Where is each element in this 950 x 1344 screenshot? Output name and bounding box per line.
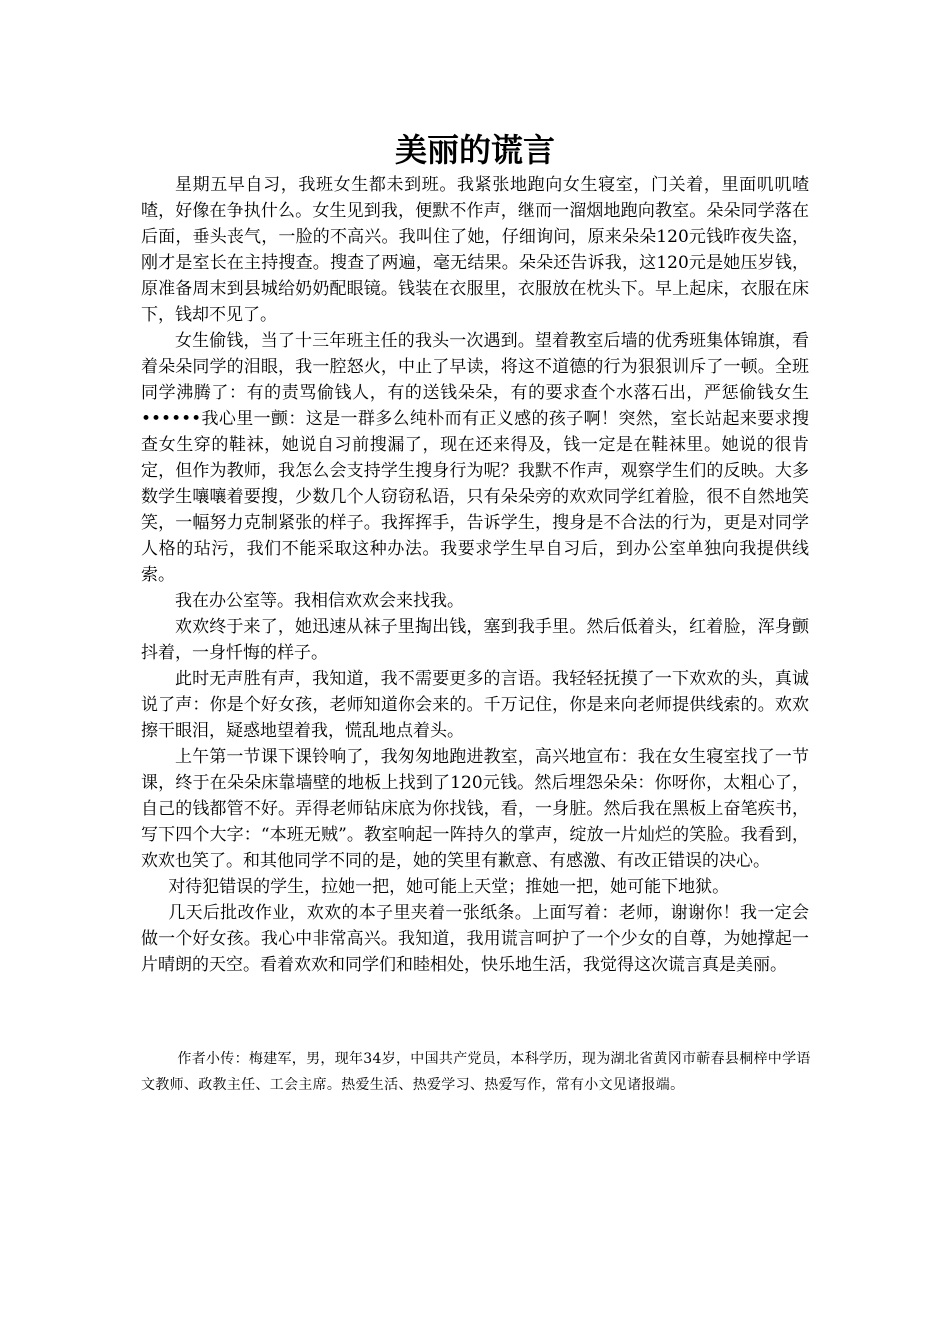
- paragraph-5: 此时无声胜有声，我知道，我不需要更多的言语。我轻轻抚摸了一下欢欢的头，真诚说了声：你是个好女孩，老师知道你会来的。千万记住，你是来向老师提供线索的。欢欢擦干眼泪，疑惑地望着我，慌乱地点着头。: [141, 669, 809, 741]
- paragraph-2: 女生偷钱，当了十三年班主任的我头一次遇到。望着教室后墙的优秀班集体锦旗，看着朵朵同学的泪眼，我一腔怒火，中止了早读，将这不道德的行为狠狠训斥了一顿。全班同学沸腾了：有的责骂偷钱人，有的送钱朵朵，有的要求查个水落石出，严惩偷钱女生••••••我心里一颤：这是一群多么纯朴而有正义感的孩子啊！突然，室长站起来要求搜查女生穿的鞋袜，她说自习前搜漏了，现在还来得及，钱一定是在鞋袜里。她说的很肯定，但作为教师，我怎么会支持学生搜身行为呢？我默不作声，观察学生们的反映。大多数学生嚷嚷着要搜，少数几个人窃窃私语，只有朵朵旁的欢欢同学红着脸，很不自然地笑笑，一幅努力克制紧张的样子。我挥挥手，告诉学生，搜身是不合法的行为，更是对同学人格的玷污，我们不能采取这种办法。我要求学生早自习后，到办公室单独向我提供线索。: [141, 331, 809, 585]
- paragraph-7: 对待犯错误的学生，拉她一把，她可能上天堂；推她一把，她可能下地狱。: [168, 877, 730, 897]
- paragraph-8: 几天后批改作业，欢欢的本子里夹着一张纸条。上面写着：老师，谢谢你！我一定会做一个好女孩。我心中非常高兴。我知道，我用谎言呵护了一个少女的自尊，为她撑起一片晴朗的天空。看着欢欢和同学们和睦相处，快乐地生活，我觉得这次谎言真是美丽。: [141, 903, 809, 975]
- paragraph-6: 上午第一节课下课铃响了，我匆匆地跑进教室，高兴地宣布：我在女生寝室找了一节课，终于在朵朵床靠墙壁的地板上找到了120元钱。然后埋怨朵朵：你呀你，太粗心了，自己的钱都管不好。弄得老师钻床底为你找钱，看，一身脏。然后我在黑板上奋笔疾书，写下四个大字：“本班无贼”。教室响起一阵持久的掌声，绽放一片灿烂的笑脸。我看到，欢欢也笑了。和其他同学不同的是，她的笑里有歉意、有感激、有改正错误的决心。: [141, 747, 809, 871]
- author-bio-section: [141, 1046, 821, 1098]
- paragraph-4: 欢欢终于来了，她迅速从袜子里掏出钱，塞到我手里。然后低着头，红着脸，浑身颤抖着，一身忏悔的样子。: [141, 617, 809, 663]
- document-title: 美丽的谎言: [394, 131, 555, 169]
- paragraph-1: 星期五早自习，我班女生都未到班。我紧张地跑向女生寝室，门关着，里面叽叽喳喳，好像在争执什么。女生见到我，便默不作声，继而一溜烟地跑向教室。朵朵同学落在后面，垂头丧气，一脸的不高兴。我叫住了她，仔细询问，原来朵朵120元钱昨夜失盗，刚才是室长在主持搜查。搜查了两遍，毫无结果。朵朵还告诉我，这120元是她压岁钱，原准备周末到县城给奶奶配眼镜。钱装在衣服里，衣服放在枕头下。早上起床，衣服在床下，钱却不见了。: [141, 175, 809, 325]
- paragraph-3: 我在办公室等。我相信欢欢会来找我。: [175, 591, 464, 611]
- author-bio: 作者小传：梅建军，男，现年34岁，中国共产党员，本科学历，现为湖北省黄冈市蕲春县桐梓中学语文教师、政教主任、工会主席。热爱生活、热爱学习、热爱写作，常有小文见诸报端。: [141, 1051, 811, 1093]
- article-body: [141, 172, 809, 978]
